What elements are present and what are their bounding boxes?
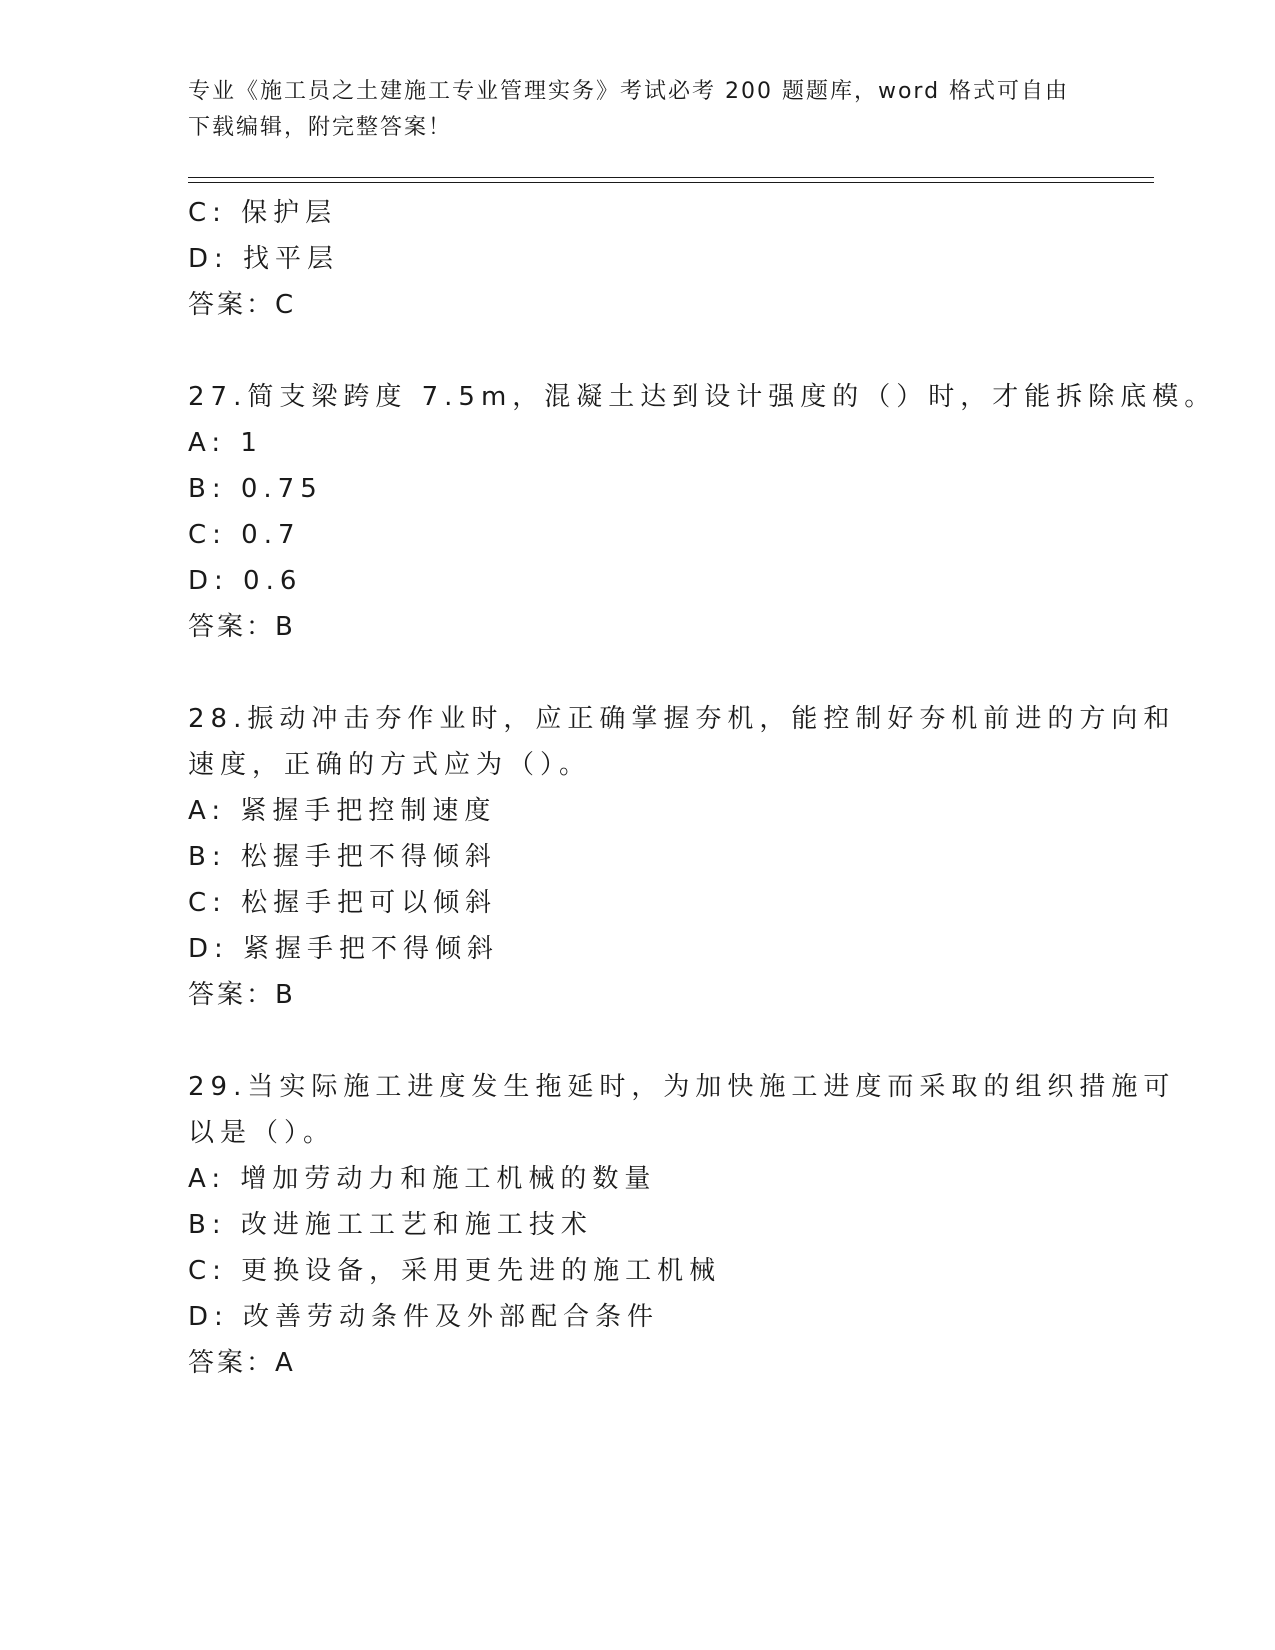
option-c: C: 更换设备，采用更先进的施工机械 [188, 1256, 722, 1286]
header-line-2: 下载编辑，附完整答案！ [188, 115, 453, 140]
header-line-1: 专业《施工员之土建施工专业管理实务》考试必考 200 题题库，word 格式可自由 [188, 79, 1070, 104]
option-d: D: 紧握手把不得倾斜 [188, 934, 500, 964]
answer: 答案：B [188, 980, 296, 1010]
question-stem-line-2: 速度，正确的方式应为（）。 [188, 750, 592, 780]
answer: 答案：A [188, 1348, 296, 1378]
question-stem-line-2: 以是（）。 [188, 1118, 336, 1148]
answer: 答案：C [188, 290, 297, 320]
header-rule-bottom [188, 182, 1154, 183]
question-stem: 27.简支梁跨度 7.5m，混凝土达到设计强度的（）时，才能拆除底模。 [188, 382, 1217, 412]
option-b: B: 松握手把不得倾斜 [188, 842, 497, 872]
option-a: A: 1 [188, 428, 263, 458]
spacer [188, 328, 1088, 374]
previous-question [188, 190, 1088, 328]
question-stem-line-1: 29.当实际施工进度发生拖延时，为加快施工进度而采取的组织措施可 [188, 1072, 1176, 1102]
option-c: C: 松握手把可以倾斜 [188, 888, 498, 918]
header-rule-top [188, 177, 1154, 178]
option-d: D: 找平层 [188, 244, 340, 274]
answer: 答案：B [188, 612, 296, 642]
document-header [188, 74, 1088, 146]
option-d: D: 改善劳动条件及外部配合条件 [188, 1302, 660, 1332]
question-stem-line-1: 28.振动冲击夯作业时，应正确掌握夯机，能控制好夯机前进的方向和 [188, 704, 1176, 734]
question-29 [188, 1064, 1176, 1386]
question-content [188, 190, 1217, 1386]
spacer [188, 650, 1088, 696]
question-27 [188, 374, 1217, 650]
option-c: C: 0.7 [188, 520, 301, 550]
option-b: B: 改进施工工艺和施工技术 [188, 1210, 593, 1240]
option-a: A: 紧握手把控制速度 [188, 796, 497, 826]
option-d: D: 0.6 [188, 566, 303, 596]
option-b: B: 0.75 [188, 474, 323, 504]
spacer [188, 1018, 1088, 1064]
option-a: A: 增加劳动力和施工机械的数量 [188, 1164, 657, 1194]
question-28 [188, 696, 1176, 1018]
option-c: C: 保护层 [188, 198, 338, 228]
